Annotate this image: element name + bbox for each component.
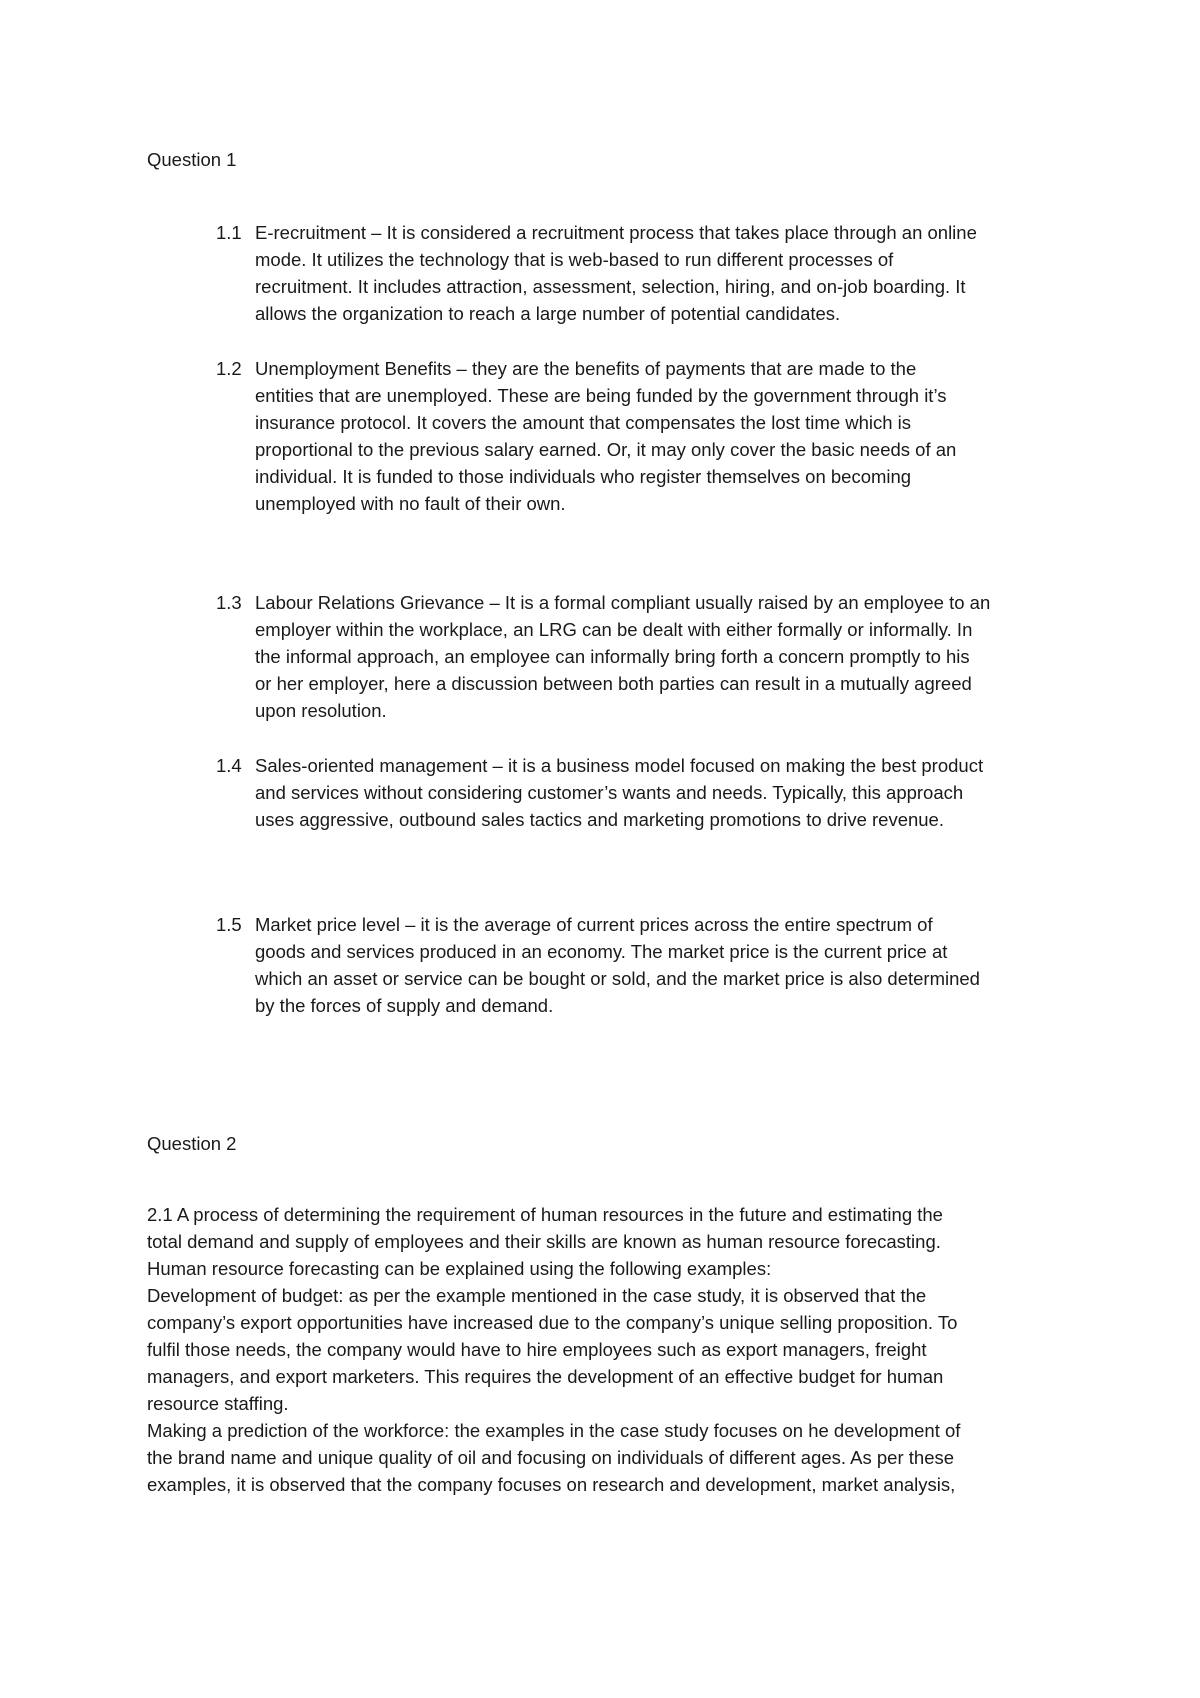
question-1-item — [216, 752, 1066, 833]
question-2-body — [147, 1201, 1077, 1498]
item-text: Unemployment Benefits – they are the benefits of payments that are made to the entities that are unemployed. These are being funded by the government through it’s insurance protocol. It covers the amount that compensates the lost time which is proportional to the previous salary earned. Or, it may only cover the basic needs of an individual. It is funded to those individuals who register themselves on becoming unemployed with no fault of their own. — [255, 358, 957, 514]
item-text: Labour Relations Grievance – It is a formal compliant usually raised by an employee to an employer within the workplace, an LRG can be dealt with either formally or informally. In the informal approach, an employee can informally bring forth a concern promptly to his or her employer, here a discussion between both parties can result in a mutually agreed upon resolution. — [255, 592, 991, 721]
item-number: 1.4 — [216, 755, 242, 776]
question-1-item — [216, 219, 1066, 327]
item-text: E-recruitment – It is considered a recruitment process that takes place through an online mode. It utilizes the technology that is web-based to run different processes of recruitment. It includes attraction, assessment, selection, hiring, and on-job boarding. It allows the organization to reach a large number of potential candidates. — [255, 222, 977, 324]
paragraph: Human resource forecasting can be explained using the following examples: — [147, 1258, 772, 1279]
item-number: 1.5 — [216, 914, 242, 935]
question-1-heading: Question 1 — [147, 149, 237, 170]
item-number: 1.1 — [216, 222, 242, 243]
question-2-heading: Question 2 — [147, 1133, 237, 1154]
paragraph: Development of budget: as per the example mentioned in the case study, it is observed that the company’s export opportunities have increased due to the company’s unique selling proposition. To fulfil those needs, the company would have to hire employees such as export managers, freight managers, and export marketers. This requires the development of an effective budget for human resource staffing. — [147, 1285, 958, 1414]
paragraph: Making a prediction of the workforce: the examples in the case study focuses on he development of the brand name and unique quality of oil and focusing on individuals of different ages. As per these examples, it is observed that the company focuses on research and development, market analysis, — [147, 1420, 961, 1495]
question-1-item — [216, 911, 1066, 1019]
question-1-item — [216, 589, 1066, 724]
item-number: 1.2 — [216, 358, 242, 379]
item-text: Market price level – it is the average of current prices across the entire spectrum of goods and services produced in an economy. The market price is the current price at which an asset or service can be bought or sold, and the market price is also determined by the forces of supply and demand. — [255, 914, 980, 1016]
paragraph: 2.1 A process of determining the requirement of human resources in the future and estimating the total demand and supply of employees and their skills are known as human resource forecasting. — [147, 1204, 943, 1252]
item-number: 1.3 — [216, 592, 242, 613]
question-1-item — [216, 355, 1066, 517]
item-text: Sales-oriented management – it is a business model focused on making the best product and services without considering customer’s wants and needs. Typically, this approach uses aggressive, outbound sales tactics and marketing promotions to drive revenue. — [255, 755, 984, 830]
